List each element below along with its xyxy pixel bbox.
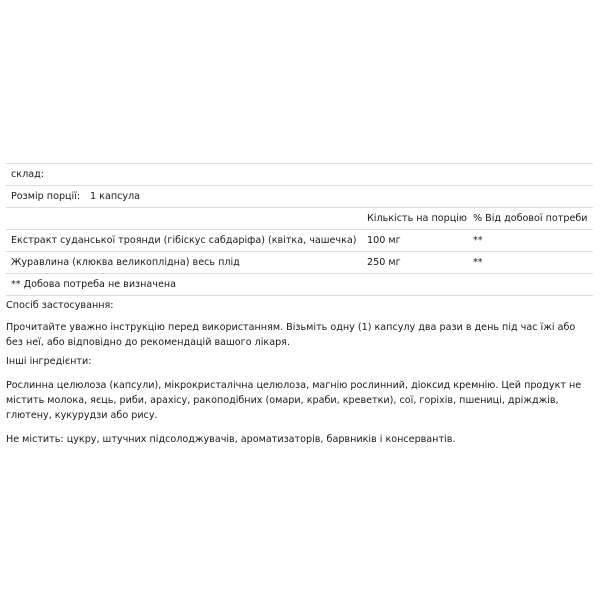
supplement-facts-table: [6, 163, 593, 296]
other-ingredients-text: Рослинна целюлоза (капсули), мікрокристалічна целюлоза, магнію рослинний, діоксид кремнію. Цей продукт не містить молока, яєць, риби, арахісу, ракоподібних (омари, краби, креветки), сої, горіхів, пшениці, дріжджів, глютену, кукурудзи або рису.: [6, 380, 582, 421]
serving-size-label: Розмір порції:: [11, 191, 81, 202]
usage-section: [6, 298, 594, 350]
column-header-row: [6, 207, 593, 229]
ingredient-row: [6, 229, 593, 251]
ingredient-daily-value: **: [473, 257, 483, 268]
daily-value-footnote: ** Добова потреба не визначена: [11, 279, 177, 290]
usage-heading: Спосіб застосування:: [6, 300, 114, 311]
usage-text: Прочитайте уважно інструкцію перед використанням. Візьміть одну (1) капсулу два рази в день під час їжі або без неї, або відповідно до рекомендацій вашого лікаря.: [6, 322, 576, 348]
daily-value-column-header: % Від добової потреби: [473, 213, 588, 224]
ingredient-name: Екстракт суданської троянди (гібіскус сабдаріфа) (квітка, чашечка): [11, 235, 357, 246]
amount-column-header: Кількість на порцію: [367, 213, 467, 224]
ingredient-amount: 100 мг: [367, 235, 401, 246]
ingredient-amount: 250 мг: [367, 257, 401, 268]
ingredient-name: Журавлина (клюква великоплідна) весь плід: [11, 257, 240, 268]
ingredient-row: [6, 251, 593, 273]
footnote-row: [6, 273, 593, 296]
serving-size-value: 1 капсула: [90, 191, 141, 202]
other-ingredients-heading: Інші інгредієнти:: [6, 356, 92, 367]
serving-size-row: [6, 185, 593, 207]
facts-title-row: [6, 163, 593, 185]
ingredient-daily-value: **: [473, 235, 483, 246]
free-from-text: Не містить: цукру, штучних підсолоджувачів, ароматизаторів, барвників і консервантів.: [6, 434, 456, 445]
facts-title: склад:: [11, 169, 44, 180]
other-ingredients-section: [6, 354, 594, 447]
